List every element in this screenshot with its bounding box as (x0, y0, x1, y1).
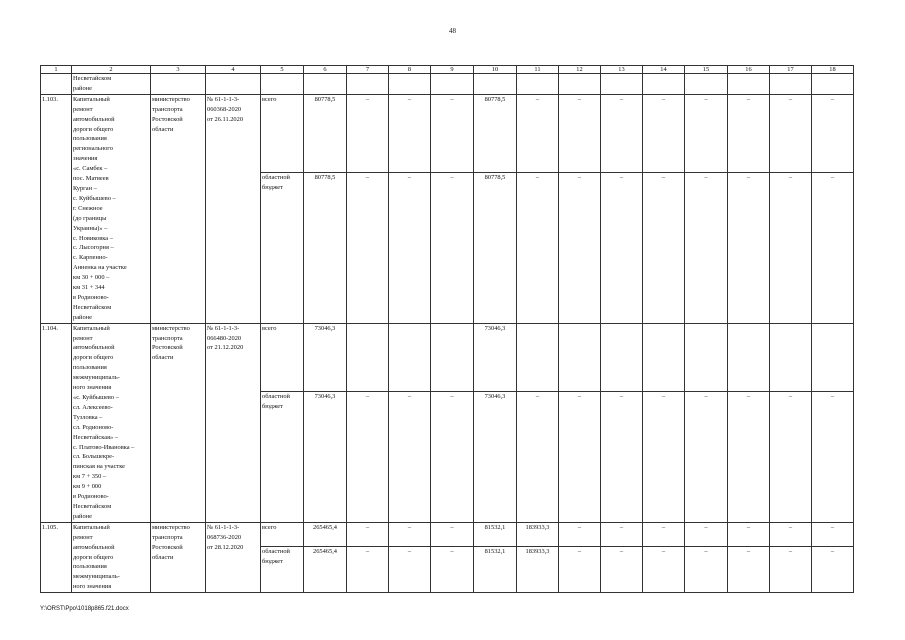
value-cell-c7: – (347, 522, 389, 546)
empty-cell (389, 74, 431, 95)
org-line: министерство (152, 523, 190, 531)
org-line: Ростовской (152, 543, 183, 551)
name-line: пользования (73, 563, 107, 571)
value-cell-c9: – (431, 173, 474, 323)
empty-cell (812, 74, 854, 95)
org-line: области (152, 125, 174, 133)
value-cell-c6: 265465,4 (304, 522, 347, 546)
name-line: автомобильной (73, 115, 115, 123)
value-cell-c7: – (347, 392, 389, 523)
value-cell-c11: – (517, 392, 559, 523)
empty-cell (728, 74, 770, 95)
value-cell-c14: – (643, 94, 685, 173)
doc-line: 060368-2020 (207, 105, 242, 113)
empty-cell (685, 74, 728, 95)
doc-line: 066480-2020 (207, 334, 242, 342)
value-cell-c18: – (812, 173, 854, 323)
value-cell-c13: – (601, 173, 643, 323)
org-line: области (152, 553, 174, 561)
funding-source-regional (261, 392, 304, 523)
name-line: сл. Большекре- (73, 453, 115, 461)
name-line: ного значения (73, 384, 112, 392)
name-line: автомобильной (73, 543, 115, 551)
name-line: дороги общего (73, 354, 114, 362)
entry-row-total (41, 94, 854, 173)
continued-name-cell (72, 74, 151, 95)
empty-cell (206, 74, 261, 95)
name-line: дороги общего (73, 125, 114, 133)
entry-number: 1.103. (41, 94, 72, 323)
empty-cell (643, 74, 685, 95)
value-cell-c13: – (601, 522, 643, 546)
value-cell-c13: – (601, 94, 643, 173)
column-header-5: 5 (261, 66, 304, 74)
org-line: транспорта (152, 105, 183, 113)
value-cell-c6: 80778,5 (304, 94, 347, 173)
org-line: Ростовской (152, 344, 183, 352)
name-line: км 30 + 000 – (73, 274, 110, 282)
value-cell-c10: 81532,1 (474, 546, 517, 592)
budget-table (40, 65, 854, 593)
value-cell-c15: – (685, 392, 728, 523)
name-line: с. Новиковка – (73, 234, 113, 242)
value-cell-c9: – (431, 546, 474, 592)
name-line: межмуниципаль- (73, 573, 120, 581)
funding-source-regional (261, 546, 304, 592)
source-line: бюджет (262, 557, 283, 565)
value-cell-c11: – (517, 94, 559, 173)
empty-cell (770, 74, 812, 95)
value-cell-c15: – (685, 546, 728, 592)
name-line: «с. Самбек – (73, 165, 108, 173)
empty-cell (474, 74, 517, 95)
name-line: Анненка на участке (73, 264, 127, 272)
value-cell-c6: 265465,4 (304, 546, 347, 592)
column-header-8: 8 (389, 66, 431, 74)
name-line: ремонт (73, 334, 93, 342)
org-line: министерство (152, 324, 190, 332)
empty-cell (347, 74, 389, 95)
value-cell-c7: – (347, 173, 389, 323)
expertise-doc (206, 323, 261, 522)
value-cell-c9 (431, 323, 474, 391)
name-line: г. Снежное (73, 204, 103, 212)
name-line: пос. Матвеев (73, 175, 109, 183)
name-line: пользования (73, 135, 107, 143)
name-line: в Родионово- (73, 293, 109, 301)
value-cell-c15: – (685, 522, 728, 546)
value-cell-c17: – (770, 392, 812, 523)
value-cell-c11: 183933,3 (517, 522, 559, 546)
name-line: с. Лысогорня – (73, 244, 114, 252)
empty-cell (601, 74, 643, 95)
doc-line: № 61-1-1-3- (207, 324, 240, 332)
value-cell-c14: – (643, 546, 685, 592)
column-header-11: 11 (517, 66, 559, 74)
object-name (72, 94, 151, 323)
value-cell-c11: 183933,3 (517, 546, 559, 592)
value-cell-c12: – (559, 94, 601, 173)
name-line: автомобильной (73, 344, 115, 352)
name-line: Курган – (73, 184, 97, 192)
object-name (72, 522, 151, 592)
name-line: сл. Алексеево- (73, 403, 113, 411)
value-cell-c8: – (389, 522, 431, 546)
name-line: Несветайском (73, 502, 112, 510)
entry-row-total (41, 323, 854, 391)
name-line: ного значения (73, 583, 112, 591)
source-line: бюджет (262, 403, 283, 411)
object-name (72, 323, 151, 522)
expertise-doc (206, 94, 261, 323)
org-line: транспорта (152, 334, 183, 342)
value-cell-c9: – (431, 392, 474, 523)
name-line: районе (73, 512, 92, 520)
value-cell-c8: – (389, 94, 431, 173)
column-header-14: 14 (643, 66, 685, 74)
file-path-footer: Y:\ORST\Ppo\1018p865.f21.docx (40, 606, 129, 612)
name-line: «с. Куйбышево – (73, 394, 119, 401)
doc-line: 068736-2020 (207, 533, 242, 541)
column-header-17: 17 (770, 66, 812, 74)
name-line: пинская на участке (73, 463, 125, 471)
value-cell-c14: – (643, 173, 685, 323)
value-cell-c18: – (812, 392, 854, 523)
empty-cell (431, 74, 474, 95)
column-header-3: 3 (151, 66, 206, 74)
name-line: Капитальный (73, 324, 110, 332)
value-cell-c9: – (431, 522, 474, 546)
value-cell-c6: 73046,3 (304, 323, 347, 391)
source-line: областной (262, 393, 290, 401)
name-line: районе (73, 313, 92, 321)
column-header-1: 1 (41, 66, 72, 74)
entry-number: 1.104. (41, 323, 72, 522)
value-cell-c17: – (770, 94, 812, 173)
empty-cell (517, 74, 559, 95)
column-header-13: 13 (601, 66, 643, 74)
empty-cell (304, 74, 347, 95)
value-cell-c11: – (517, 173, 559, 323)
column-header-15: 15 (685, 66, 728, 74)
source-line: областной (262, 174, 290, 182)
column-header-18: 18 (812, 66, 854, 74)
funding-source-regional (261, 173, 304, 323)
value-cell-c12 (559, 323, 601, 391)
name-line: Тузловка – (73, 413, 103, 421)
column-header-16: 16 (728, 66, 770, 74)
value-cell-c11 (517, 323, 559, 391)
value-cell-c10: 80778,5 (474, 173, 517, 323)
value-cell-c16: – (728, 392, 770, 523)
value-cell-c6: 80778,5 (304, 173, 347, 323)
value-cell-c13: – (601, 546, 643, 592)
responsible-org (151, 522, 206, 592)
org-line: транспорта (152, 533, 183, 541)
org-line: области (152, 354, 174, 362)
value-cell-c10: 73046,3 (474, 323, 517, 391)
value-cell-c16: – (728, 546, 770, 592)
empty-cell (41, 74, 72, 95)
source-line: областной (262, 547, 290, 555)
name-line: значения (73, 155, 98, 163)
column-header-2: 2 (72, 66, 151, 74)
value-cell-c12: – (559, 546, 601, 592)
source-line: бюджет (262, 184, 283, 192)
column-header-12: 12 (559, 66, 601, 74)
value-cell-c17: – (770, 546, 812, 592)
name-line: Капитальный (73, 523, 110, 531)
name-line: Украины)» – (73, 224, 108, 232)
name-line: с. Карпенно- (73, 254, 108, 262)
name-line: с. Платово-Ивановка – (73, 443, 135, 451)
value-cell-c10: 73046,3 (474, 392, 517, 523)
name-line: Несветайском (73, 303, 112, 311)
name-line: км 31 + 344 (73, 284, 105, 292)
column-header-9: 9 (431, 66, 474, 74)
entry-row-total (41, 522, 854, 546)
doc-line: № 61-1-1-3- (207, 95, 240, 103)
expertise-doc (206, 522, 261, 592)
value-cell-c14: – (643, 392, 685, 523)
entry-number: 1.105. (41, 522, 72, 592)
value-cell-c15 (685, 323, 728, 391)
name-line: районе (73, 84, 92, 92)
responsible-org (151, 94, 206, 323)
continuation-row (41, 74, 854, 95)
name-line: пользования (73, 364, 107, 372)
value-cell-c10: 80778,5 (474, 94, 517, 173)
value-cell-c9: – (431, 94, 474, 173)
value-cell-c7: – (347, 94, 389, 173)
value-cell-c7: – (347, 546, 389, 592)
funding-source-total: всего (261, 522, 304, 546)
funding-source-total: всего (261, 323, 304, 391)
name-line: в Родионово- (73, 493, 109, 501)
value-cell-c12: – (559, 392, 601, 523)
column-header-6: 6 (304, 66, 347, 74)
value-cell-c17: – (770, 173, 812, 323)
name-line: Капитальный (73, 95, 110, 103)
value-cell-c18: – (812, 522, 854, 546)
value-cell-c15: – (685, 94, 728, 173)
doc-line: от 28.12.2020 (207, 543, 244, 551)
page-number: 48 (449, 27, 456, 35)
column-number-row (41, 66, 854, 74)
value-cell-c16: – (728, 94, 770, 173)
value-cell-c6: 73046,3 (304, 392, 347, 523)
responsible-org (151, 323, 206, 522)
column-header-4: 4 (206, 66, 261, 74)
value-cell-c16: – (728, 522, 770, 546)
value-cell-c15: – (685, 173, 728, 323)
value-cell-c7 (347, 323, 389, 391)
value-cell-c16: – (728, 173, 770, 323)
org-line: министерство (152, 95, 190, 103)
value-cell-c8 (389, 323, 431, 391)
value-cell-c12: – (559, 522, 601, 546)
value-cell-c14: – (643, 522, 685, 546)
funding-source-total: всего (261, 94, 304, 173)
name-line: Несветайском (73, 75, 112, 82)
name-line: Несветайская» – (73, 433, 118, 441)
name-line: (до границы (73, 214, 107, 222)
name-line: ремонт (73, 105, 93, 113)
doc-line: от 26.11.2020 (207, 115, 244, 123)
doc-line: № 61-1-1-3- (207, 523, 240, 531)
name-line: дороги общего (73, 553, 114, 561)
name-line: с. Куйбышево – (73, 194, 116, 202)
value-cell-c13 (601, 323, 643, 391)
value-cell-c13: – (601, 392, 643, 523)
value-cell-c8: – (389, 546, 431, 592)
value-cell-c17: – (770, 522, 812, 546)
name-line: межмуниципаль- (73, 374, 120, 382)
name-line: ремонт (73, 533, 93, 541)
name-line: сл. Родионово- (73, 423, 114, 431)
value-cell-c18: – (812, 546, 854, 592)
value-cell-c12: – (559, 173, 601, 323)
value-cell-c18 (812, 323, 854, 391)
value-cell-c8: – (389, 173, 431, 323)
doc-line: от 21.12.2020 (207, 344, 244, 352)
name-line: км 9 + 000 (73, 483, 102, 491)
org-line: Ростовской (152, 115, 183, 123)
name-line: км 7 + 350 – (73, 473, 107, 481)
value-cell-c10: 81532,1 (474, 522, 517, 546)
empty-cell (151, 74, 206, 95)
empty-cell (559, 74, 601, 95)
column-header-7: 7 (347, 66, 389, 74)
column-header-10: 10 (474, 66, 517, 74)
value-cell-c14 (643, 323, 685, 391)
value-cell-c18: – (812, 94, 854, 173)
value-cell-c16 (728, 323, 770, 391)
empty-cell (261, 74, 304, 95)
value-cell-c17 (770, 323, 812, 391)
name-line: регионального (73, 145, 113, 153)
value-cell-c8: – (389, 392, 431, 523)
